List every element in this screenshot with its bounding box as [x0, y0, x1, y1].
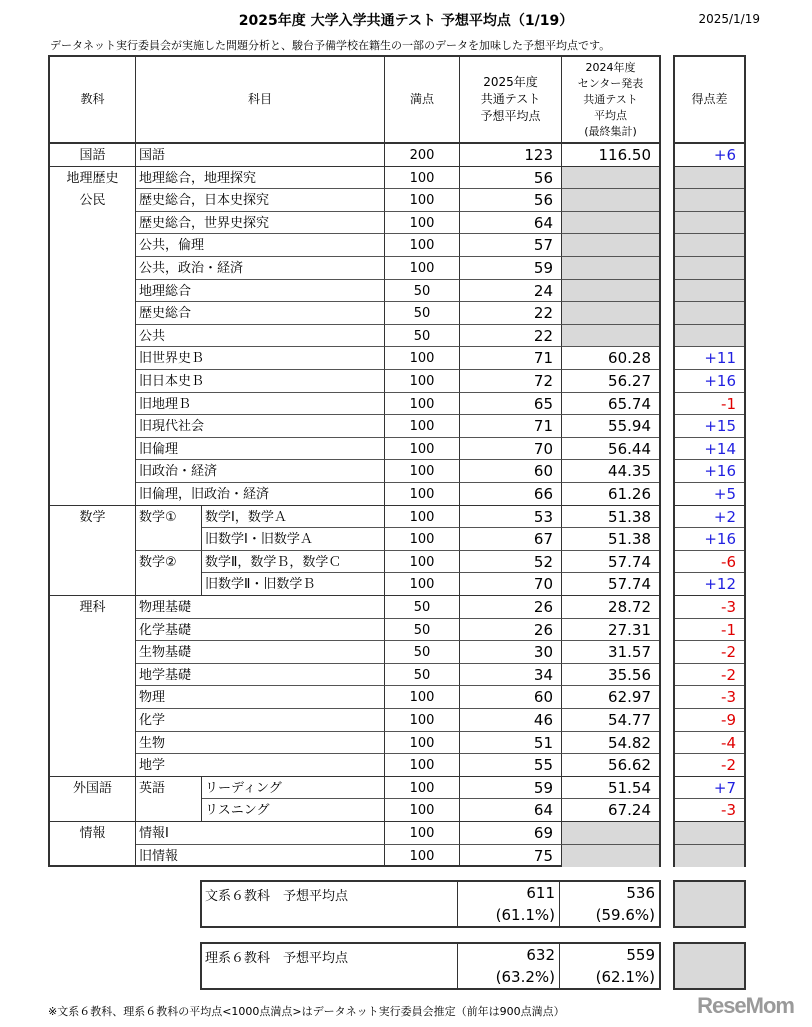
predicted-average: 64	[460, 799, 562, 822]
subgroup-label: 数学②	[136, 551, 202, 574]
previous-average: 67.24	[562, 799, 659, 822]
predicted-average: 60	[460, 686, 562, 709]
subject-name: 旧世界史Ｂ	[136, 347, 385, 370]
previous-average	[562, 845, 659, 868]
subject-name: リーディング	[202, 777, 385, 800]
full-score: 100	[385, 732, 460, 755]
full-score: 100	[385, 460, 460, 483]
score-difference: +5	[675, 483, 744, 506]
full-score: 100	[385, 845, 460, 868]
full-score: 50	[385, 664, 460, 687]
previous-average: 54.77	[562, 709, 659, 732]
score-difference: +16	[675, 370, 744, 393]
subject-name: 旧現代社会	[136, 415, 385, 438]
summary-predicted-percent: (61.1%)	[495, 906, 555, 924]
summary-previous-score: 536	[626, 884, 655, 902]
previous-average	[562, 189, 659, 212]
previous-average: 27.31	[562, 619, 659, 642]
table-row	[50, 528, 659, 551]
subject-name: 旧情報	[136, 845, 385, 868]
predicted-average: 65	[460, 393, 562, 416]
category-label: 国語	[50, 144, 136, 167]
table-row	[50, 732, 659, 755]
summary-predicted	[458, 944, 560, 988]
previous-average: 55.94	[562, 415, 659, 438]
table-row	[50, 573, 659, 596]
table-row	[50, 325, 659, 348]
summary-label: 理系６教科 予想平均点	[202, 944, 458, 988]
previous-average: 28.72	[562, 596, 659, 619]
table-body	[50, 142, 659, 865]
score-difference: +16	[675, 528, 744, 551]
predicted-average: 51	[460, 732, 562, 755]
full-score: 100	[385, 167, 460, 190]
predicted-average: 64	[460, 212, 562, 235]
previous-average: 116.50	[562, 144, 659, 167]
subject-name: 歴史総合，世界史探究	[136, 212, 385, 235]
predicted-average: 46	[460, 709, 562, 732]
previous-average	[562, 257, 659, 280]
subject-name: リスニング	[202, 799, 385, 822]
previous-average: 44.35	[562, 460, 659, 483]
predicted-average: 75	[460, 845, 562, 868]
score-difference: +2	[675, 506, 744, 529]
full-score: 50	[385, 280, 460, 303]
diff-body	[675, 142, 744, 820]
previous-average	[562, 325, 659, 348]
summary-previous	[560, 882, 659, 926]
subject-name: 公共	[136, 325, 385, 348]
previous-average: 35.56	[562, 664, 659, 687]
table-row	[50, 302, 659, 325]
predicted-average: 34	[460, 664, 562, 687]
subgroup-label: 英語	[136, 777, 202, 800]
full-score: 50	[385, 596, 460, 619]
summary-previous-percent: (62.1%)	[595, 968, 655, 986]
previous-average	[562, 280, 659, 303]
full-score: 100	[385, 415, 460, 438]
summary-box	[200, 880, 661, 928]
predicted-average: 71	[460, 347, 562, 370]
score-difference: -2	[675, 641, 744, 664]
description: データネット実行委員会が実施した問題分析と、駿台予備学校在籍生の一部のデータを加味した予想平均点です。	[50, 39, 611, 52]
table-row	[50, 144, 659, 167]
full-score: 100	[385, 234, 460, 257]
table-row	[50, 551, 659, 574]
header-full: 満点	[385, 57, 460, 142]
summary-previous-score: 559	[626, 946, 655, 964]
full-score: 100	[385, 799, 460, 822]
previous-average: 60.28	[562, 347, 659, 370]
subgroup-label	[136, 573, 202, 596]
predicted-average: 26	[460, 596, 562, 619]
score-difference: -3	[675, 799, 744, 822]
table-row	[50, 596, 659, 619]
score-difference: +14	[675, 438, 744, 461]
previous-average: 51.38	[562, 528, 659, 551]
subgroup-label	[136, 799, 202, 822]
summary-predicted-percent: (63.2%)	[495, 968, 555, 986]
header-diff: 得点差	[691, 92, 728, 106]
full-score: 100	[385, 393, 460, 416]
subject-name: 情報Ⅰ	[136, 822, 385, 845]
subgroup-label	[136, 528, 202, 551]
predicted-average: 56	[460, 167, 562, 190]
score-difference	[675, 212, 744, 235]
predicted-average: 55	[460, 754, 562, 777]
predicted-average: 53	[460, 506, 562, 529]
score-difference: -6	[675, 551, 744, 574]
full-score: 50	[385, 325, 460, 348]
subject-name: 地理総合	[136, 280, 385, 303]
table-row	[50, 664, 659, 687]
score-difference	[675, 189, 744, 212]
table-row	[50, 167, 659, 190]
category-label: 地理歴史 公民	[50, 167, 136, 506]
subject-name: 生物	[136, 732, 385, 755]
full-score: 100	[385, 686, 460, 709]
subject-name: 数学Ⅱ，数学Ｂ，数学Ｃ	[202, 551, 385, 574]
predicted-average: 123	[460, 144, 562, 167]
score-difference: -3	[675, 596, 744, 619]
full-score: 100	[385, 506, 460, 529]
full-score: 100	[385, 189, 460, 212]
predicted-average: 56	[460, 189, 562, 212]
footnote: ※文系６教科、理系６教科の平均点<1000点満点>はデータネット実行委員会推定（前年は900点満点）	[48, 1005, 565, 1018]
predicted-average: 60	[460, 460, 562, 483]
date: 2025/1/19	[698, 12, 760, 26]
summary-diff-blank	[673, 880, 746, 928]
subject-name: 地学基礎	[136, 664, 385, 687]
score-difference	[675, 822, 744, 845]
summary-predicted-score: 611	[526, 884, 555, 902]
summary-predicted-score: 632	[526, 946, 555, 964]
table-row	[50, 370, 659, 393]
score-difference: -1	[675, 619, 744, 642]
previous-average: 56.62	[562, 754, 659, 777]
table-row	[50, 460, 659, 483]
previous-average	[562, 234, 659, 257]
subject-name: 公共，政治・経済	[136, 257, 385, 280]
full-score: 200	[385, 144, 460, 167]
subject-name: 生物基礎	[136, 641, 385, 664]
category-label: 数学	[50, 506, 136, 596]
subject-name: 化学	[136, 709, 385, 732]
previous-average: 31.57	[562, 641, 659, 664]
table-row	[50, 347, 659, 370]
predicted-average: 69	[460, 822, 562, 845]
header-category: 教科	[50, 57, 136, 142]
previous-average: 56.44	[562, 438, 659, 461]
table-row	[50, 709, 659, 732]
full-score: 100	[385, 257, 460, 280]
subject-name: 旧地理Ｂ	[136, 393, 385, 416]
subgroup-label: 数学①	[136, 506, 202, 529]
score-difference: -4	[675, 732, 744, 755]
full-score: 50	[385, 619, 460, 642]
previous-average: 57.74	[562, 573, 659, 596]
score-difference: -9	[675, 709, 744, 732]
previous-average	[562, 167, 659, 190]
predicted-average: 66	[460, 483, 562, 506]
score-difference: -3	[675, 686, 744, 709]
table-row	[50, 393, 659, 416]
previous-average: 51.38	[562, 506, 659, 529]
score-difference: +16	[675, 460, 744, 483]
previous-average: 54.82	[562, 732, 659, 755]
resemom-logo: ReseMom	[697, 993, 794, 1018]
subject-name: 歴史総合，日本史探究	[136, 189, 385, 212]
subject-name: 数学Ⅰ，数学Ａ	[202, 506, 385, 529]
table-row	[50, 799, 659, 822]
table-row	[50, 822, 659, 845]
subject-name: 物理	[136, 686, 385, 709]
previous-average	[562, 212, 659, 235]
subject-name: 化学基礎	[136, 619, 385, 642]
full-score: 100	[385, 370, 460, 393]
predicted-average: 71	[460, 415, 562, 438]
previous-average: 51.54	[562, 777, 659, 800]
predicted-average: 52	[460, 551, 562, 574]
subject-name: 旧倫理	[136, 438, 385, 461]
subject-name: 旧倫理，旧政治・経済	[136, 483, 385, 506]
score-table	[48, 55, 661, 867]
table-row	[50, 438, 659, 461]
summary-predicted	[458, 882, 560, 926]
previous-average	[562, 302, 659, 325]
subject-name: 旧日本史Ｂ	[136, 370, 385, 393]
full-score: 100	[385, 483, 460, 506]
predicted-average: 57	[460, 234, 562, 257]
full-score: 100	[385, 754, 460, 777]
score-difference: +7	[675, 777, 744, 800]
score-difference: +6	[675, 144, 744, 167]
score-difference	[675, 302, 744, 325]
score-difference	[675, 234, 744, 257]
subject-name: 旧数学Ⅱ・旧数学Ｂ	[202, 573, 385, 596]
subject-name: 公共，倫理	[136, 234, 385, 257]
predicted-average: 22	[460, 302, 562, 325]
summary-label: 文系６教科 予想平均点	[202, 882, 458, 926]
score-difference: -1	[675, 393, 744, 416]
page-title: 2025年度 大学入学共通テスト 予想平均点（1/19）	[238, 13, 574, 29]
subject-name: 旧政治・経済	[136, 460, 385, 483]
table-row	[50, 483, 659, 506]
previous-average: 57.74	[562, 551, 659, 574]
predicted-average: 72	[460, 370, 562, 393]
previous-average: 56.27	[562, 370, 659, 393]
table-row	[50, 506, 659, 529]
table-row	[50, 641, 659, 664]
full-score: 100	[385, 777, 460, 800]
predicted-average: 22	[460, 325, 562, 348]
score-difference: +12	[675, 573, 744, 596]
subject-name: 旧数学Ⅰ・旧数学Ａ	[202, 528, 385, 551]
predicted-average: 30	[460, 641, 562, 664]
table-row	[50, 415, 659, 438]
previous-average	[562, 822, 659, 845]
table-row	[50, 257, 659, 280]
table-row	[50, 619, 659, 642]
full-score: 100	[385, 438, 460, 461]
summary-diff-blank	[673, 942, 746, 990]
subject-name: 地学	[136, 754, 385, 777]
full-score: 50	[385, 302, 460, 325]
table-row	[50, 754, 659, 777]
table-row	[50, 686, 659, 709]
score-difference: -2	[675, 664, 744, 687]
score-difference	[675, 280, 744, 303]
table-row	[50, 212, 659, 235]
table-row	[50, 845, 659, 868]
full-score: 50	[385, 641, 460, 664]
category-label: 理科	[50, 596, 136, 777]
predicted-average: 70	[460, 573, 562, 596]
score-difference	[675, 845, 744, 868]
table-row	[50, 280, 659, 303]
table-row	[50, 234, 659, 257]
table-row	[50, 777, 659, 800]
summary-box	[200, 942, 661, 990]
score-difference	[675, 167, 744, 190]
summary-previous	[560, 944, 659, 988]
score-difference: +11	[675, 347, 744, 370]
category-label: 外国語	[50, 777, 136, 822]
header-pred: 2025年度 共通テスト 予想平均点	[460, 57, 562, 142]
score-difference: +15	[675, 415, 744, 438]
header-prev: 2024年度 センター発表 共通テスト 平均点 (最終集計)	[577, 60, 644, 138]
score-difference	[675, 325, 744, 348]
subject-name: 歴史総合	[136, 302, 385, 325]
predicted-average: 59	[460, 257, 562, 280]
previous-average: 65.74	[562, 393, 659, 416]
diff-table	[673, 55, 746, 867]
full-score: 100	[385, 709, 460, 732]
predicted-average: 59	[460, 777, 562, 800]
score-difference	[675, 257, 744, 280]
full-score: 100	[385, 573, 460, 596]
subject-name: 国語	[136, 144, 385, 167]
predicted-average: 24	[460, 280, 562, 303]
score-difference: -2	[675, 754, 744, 777]
header-subject: 科目	[136, 57, 385, 142]
table-row	[50, 189, 659, 212]
full-score: 100	[385, 347, 460, 370]
predicted-average: 26	[460, 619, 562, 642]
full-score: 100	[385, 551, 460, 574]
category-label: 情報	[50, 822, 136, 867]
subject-name: 物理基礎	[136, 596, 385, 619]
predicted-average: 67	[460, 528, 562, 551]
subject-name: 地理総合，地理探究	[136, 167, 385, 190]
predicted-average: 70	[460, 438, 562, 461]
previous-average: 62.97	[562, 686, 659, 709]
full-score: 100	[385, 212, 460, 235]
full-score: 100	[385, 528, 460, 551]
previous-average: 61.26	[562, 483, 659, 506]
full-score: 100	[385, 822, 460, 845]
summary-previous-percent: (59.6%)	[595, 906, 655, 924]
